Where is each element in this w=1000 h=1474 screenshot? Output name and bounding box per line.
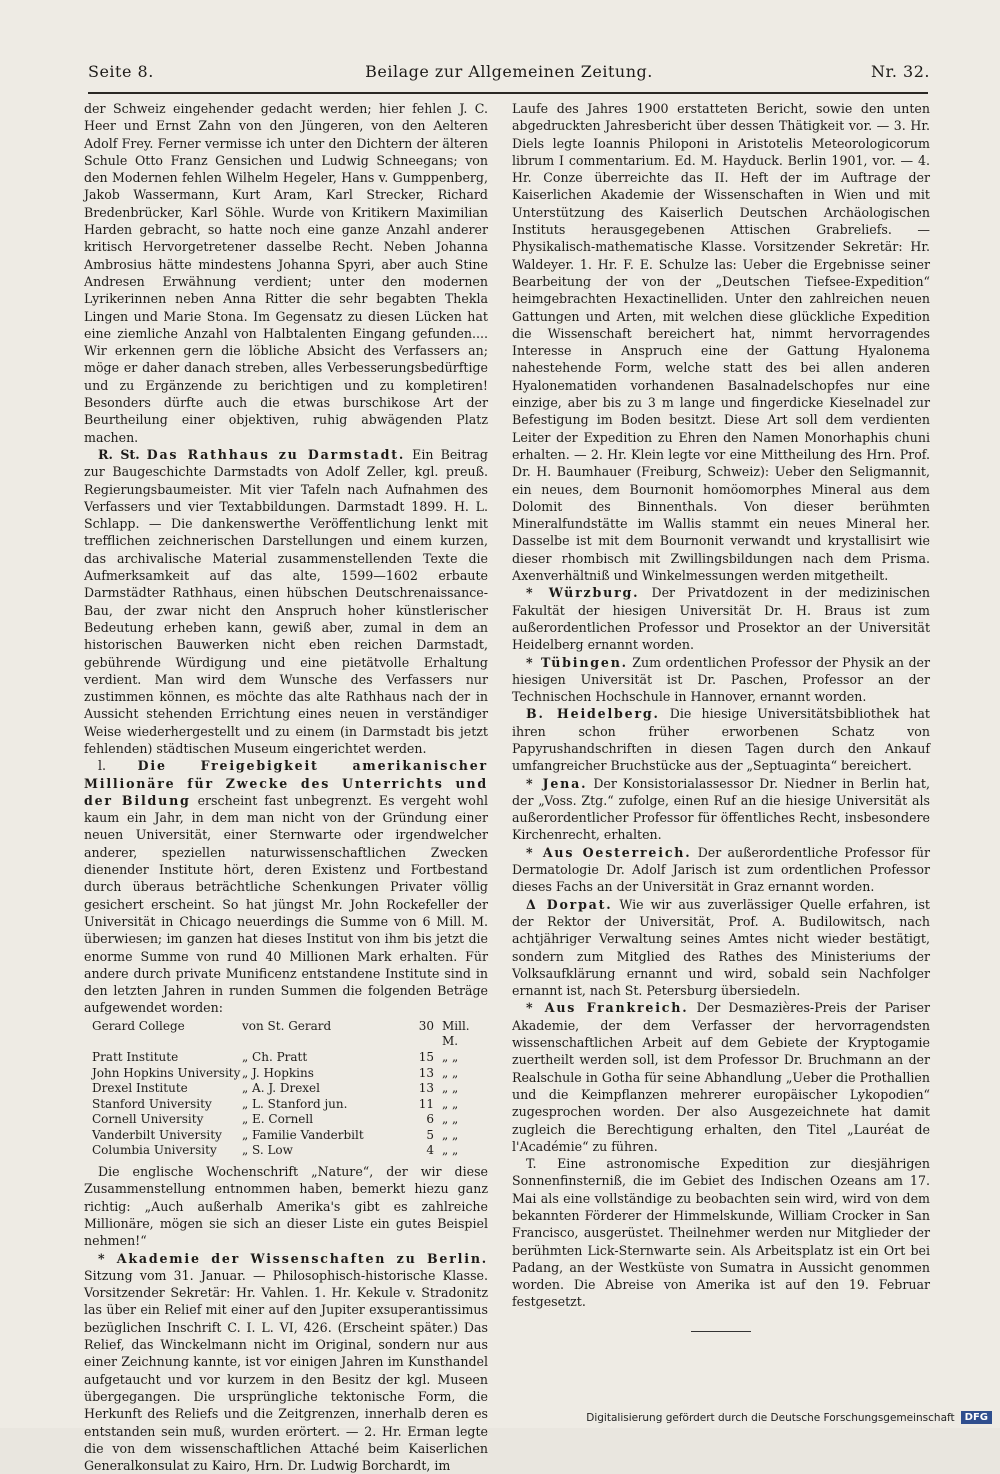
table-row [92, 1081, 488, 1097]
donor-cell: „ Ch. Pratt [242, 1049, 308, 1064]
table-row [92, 1019, 488, 1050]
news-heading: * Aus Oesterreich. [526, 844, 692, 860]
article-millionaires [84, 757, 488, 1016]
news-heading: * Tübingen. [526, 654, 628, 670]
amount-cell: 4 [426, 1143, 434, 1158]
header-rule [88, 92, 928, 94]
institution-cell: John Hopkins University [92, 1065, 241, 1080]
amount-cell: 5 [426, 1127, 434, 1142]
table-row [92, 1097, 488, 1113]
end-rule [691, 1331, 751, 1332]
unit-cell: „ „ [442, 1096, 459, 1111]
dfg-logo: DFG [961, 1411, 992, 1424]
news-heading: * Aus Frankreich. [526, 1000, 689, 1016]
news-dorpat [512, 896, 930, 1000]
donor-cell: „ E. Cornell [242, 1112, 314, 1127]
news-expedition [512, 1155, 930, 1311]
left-column [84, 100, 488, 1474]
donor-cell: „ J. Hopkins [242, 1065, 314, 1080]
article-heading: Die Freigebigkeit amerikanischer Millionäre für Zwecke des Unterrichts und der Bildung [84, 758, 488, 808]
news-frankreich [512, 999, 930, 1155]
unit-cell: „ „ [442, 1065, 459, 1080]
unit-cell: „ „ [442, 1112, 459, 1127]
unit-cell: „ „ [442, 1143, 459, 1158]
institution-cell: Pratt Institute [92, 1049, 179, 1064]
institution-cell: Gerard College [92, 1018, 185, 1033]
donor-cell: „ Familie Vanderbilt [242, 1127, 364, 1142]
article-continuation: der Schweiz eingehender gedacht werden; hier fehlen J. C. Heer und Ernst Zahn von den Jüngeren, von den Aelteren Adolf Frey. Ferner vermisse ich unter den Dichtern der älteren Schule Otto Franz Gensichen und Ludwig Schneegans; von den Modernen fehlen Wilhelm Hegeler, Hans v. Gumppenberg, Jakob Wassermann, Kurt Aram, Karl Strecker, Richard Bredenbrücker, Karl Söhle. Wurde von Kritikern Maximilian Harden gebracht, so hatte noch eine ganze Anzahl anderer kritisch Hervorgetretener dasselbe Recht. Neben Johanna Ambrosius hätte mindestens Johanna Spyri, aber auch Stine Andresen Erwähnung verdient; unter den modernen Lyrikerinnen neben Anna Ritter die sehr begabten Thekla Lingen und Marie Stona. Im Gegensatz zu diesen Lücken hat eine ziemliche Anzahl von Halbtalenten Eingang gefunden.... Wir erkennen gern die löbliche Absicht des Verfassers an; möge er daher danach streben, alles Verbesserungsbedürftige und zu Ergänzende zu berichtigen und zu kompletiren! Besonders dürfte auch die etwas burschikose Art der Beurtheilung einer objektiven, ruhig abwägenden Platz machen. [84, 101, 488, 445]
news-body: Die hiesige Universitätsbibliothek hat ihren schon früher erworbenen Schatz von Papyrushandschriften in diesen Tagen durch den Ankauf umfangreicher Bruchstücke aus der „Septuaginta“ bereichert. [512, 706, 930, 774]
page-number: Seite 8. [88, 62, 154, 81]
news-heading: B. Heidelberg. [526, 706, 660, 722]
table-row [92, 1050, 488, 1066]
donor-cell: „ A. J. Drexel [242, 1081, 320, 1096]
author-initials: l. [98, 758, 107, 774]
news-body: Der Konsistorialassessor Dr. Niedner in Berlin hat, der „Voss. Ztg.“ zufolge, einen Ruf an die hiesige Universität als außerordentlicher Professor für öffentliches Recht, insbesondere Kirchenrecht, erhalten. [512, 775, 930, 843]
publication-title: Beilage zur Allgemeinen Zeitung. [365, 62, 653, 81]
institution-cell: Cornell University [92, 1112, 204, 1127]
article-nature-quote: Die englische Wochenschrift „Nature“, der wir diese Zusammenstellung entnommen haben, bemerkt hiezu ganz richtig: „Auch außerhalb Amerika's gibt es zahlreiche Millionäre, mögen sie sich an dieser Liste ein gutes Beispiel nehmen!“ [84, 1164, 488, 1249]
institution-cell: Columbia University [92, 1143, 217, 1158]
unit-cell: „ „ [442, 1127, 459, 1142]
donor-cell: „ S. Low [242, 1143, 293, 1158]
article-body: Ein Beitrag zur Baugeschichte Darmstadts von Adolf Zeller, kgl. preuß. Regierungsbaumeister. Mit vier Tafeln nach Aufnahmen des Verfassers und vier Textabbildungen. Darmstadt 1899. H. L. Schlapp. — Die dankenswerthe Veröffentlichung lenkt mit trefflichen zeichnerischen Darstellungen und einem kurzen, das archivalische Material zusammenstellenden Texte die Aufmerksamkeit auf das alte, 1599—1602 erbaute Darmstädter Rathhaus, einen hübschen Deutschrenaissance-Bau, der zwar nicht den Anspruch hoher künstlerischer Bedeutung erheben kann, gewiß aber, zumal in dem an historischen Bauwerken nicht eben reichen Darmstadt, gebührende Würdigung und eine pietätvolle Erhaltung verdient. Man wird dem Wunsche des Verfassers nur zustimmen können, es möchte das alte Rathhaus nach der in Aussicht stehenden Errichtung eines neuen in verständiger Weise wiederhergestellt und zu einem (in Darmstadt bis jetzt fehlenden) städtischen Museum eingerichtet werden. [84, 446, 488, 756]
unit-cell: „ „ [442, 1081, 459, 1096]
right-column [512, 100, 930, 1332]
amount-cell: 13 [418, 1065, 434, 1080]
institution-cell: Drexel Institute [92, 1081, 188, 1096]
amount-cell: 11 [418, 1096, 434, 1111]
table-row [92, 1112, 488, 1128]
news-heading: * Würzburg. [526, 585, 640, 601]
donor-cell: „ L. Stanford jun. [242, 1096, 348, 1111]
donation-table [92, 1019, 488, 1159]
donor-cell: von St. Gerard [242, 1018, 332, 1033]
article-rathhaus [84, 446, 488, 757]
amount-cell: 15 [418, 1049, 434, 1064]
amount-cell: 13 [418, 1081, 434, 1096]
article-body: Sitzung vom 31. Januar. — Philosophisch-historische Klasse. Vorsitzender Sekretär: Hr. Vahlen. 1. Hr. Kekule v. Stradonitz las über ein Relief mit einer auf den Jupiter exsuperantissimus bezüglichen Inschrift C. I. L. VI, 426. (Erscheint später.) Das Relief, das Winckelmann nicht im Original, sondern nur aus einer Zeichnung kannte, ist vor einigen Jahren im Kunsthandel aufgetaucht und vor kurzem in den Besitz der kgl. Museen übergegangen. Die ursprüngliche tektonische Form, die Herkunft des Reliefs und die Zeitgrenzen, innerhalb deren es entstanden sein muß, wurden erörtert. — 2. Hr. Erman legte die von dem wissenschaftlichen Attaché beim Kaiserlichen Generalkonsulat zu Kairo, Hrn. Dr. Ludwig Borchardt, im [84, 1267, 488, 1474]
news-body: Zum ordentlichen Professor der Physik an der hiesigen Universität ist Dr. Paschen, Professor an der Technischen Hochschule in Hannover, ernannt worden. [512, 654, 930, 705]
news-body: Der außerordentliche Professor für Dermatologie Dr. Adolf Jarisch ist zum ordentlichen Professor dieses Fachs an der Universität in Graz ernannt worden. [512, 844, 930, 895]
book-title: Das Rathhaus zu Darmstadt. [146, 446, 406, 462]
news-heading: Δ Dorpat. [526, 896, 613, 912]
news-body: Der Privatdozent in der medizinischen Fakultät der hiesigen Universität Dr. H. Braus ist zum außerordentlichen Professor und Prosektor an der Universität Heidelberg ernannt worden. [512, 585, 930, 653]
article-heading: * Akademie der Wissenschaften zu Berlin. [98, 1250, 488, 1266]
page-header [88, 62, 930, 92]
news-body: Der Desmazières-Preis der Pariser Akademie, der dem Verfasser der hervorragendsten wissenschaftlichen Arbeit auf dem Gebiete der Kryptogamie zuertheilt werden soll, ist dem Professor Dr. Bruchmann an der Realschule in Gotha für seine Abhandlung „Ueber die Prothallien und die Keimpflanzen mehrerer europäischer Lykopodien“ zugesprochen worden. Der also Ausgezeichnete hat damit zugleich die Berechtigung erhalten, den Titel „Lauréat de l'Académie“ zu führen. [512, 1000, 930, 1154]
news-tuebingen [512, 654, 930, 706]
news-wuerzburg [512, 584, 930, 653]
unit-cell: Mill. M. [442, 1018, 470, 1049]
digitization-footer [586, 1411, 992, 1424]
news-body: Eine astronomische Expedition zur diesjährigen Sonnenfinsterniß, die im Gebiet des Indischen Ozeans am 17. Mai als eine vollständige zu beobachten sein wird, wird von dem bekannten Förderer der Himmelskunde, William Crocker in San Francisco, ausgerüstet. Theilnehmer werden nur Mitglieder der berühmten Lick-Sternwarte sein. Als Arbeitsplatz ist ein Ort bei Padang, an der Westküste von Sumatra in Aussicht genommen worden. Die Abreise von Amerika ist auf den 19. Februar festgesetzt. [512, 1156, 930, 1310]
amount-cell: 6 [426, 1112, 434, 1127]
news-jena [512, 775, 930, 844]
news-heidelberg [512, 705, 930, 774]
article-akademie [84, 1250, 488, 1474]
article-body: erscheint fast unbegrenzt. Es vergeht wohl kaum ein Jahr, in dem man nicht von der Gründung einer neuen Universität, einer Sternwarte oder irgendwelcher anderer, speziellen naturwissenschaftlichen Zwecken dienender Institute hört, deren Existenz und Fortbestand durch überaus beträchtliche Schenkungen Privater völlig gesichert erscheint. So hat jüngst Mr. John Rockefeller der Universität in Chicago neuerdings die Summe von 6 Mill. M. überwiesen; im ganzen hat dieses Institut von ihm bis jetzt die enorme Summe von rund 40 Millionen Mark erhalten. Für andere durch private Munificenz entstandene Institute sind in den letzten Jahren in runden Summen die folgenden Beträge aufgewendet worden: [84, 792, 488, 1016]
article-continuation: Laufe des Jahres 1900 erstatteten Bericht, sowie den unten abgedruckten Jahresbericht über dessen Thätigkeit vor. — 3. Hr. Diels legte Ioannis Philoponi in Aristotelis Meteorologicorum librum I commentarium. Ed. M. Hayduck. Berlin 1901, vor. — 4. Hr. Conze überreichte das II. Heft der im Auftrage der Kaiserlichen Akademie der Wissenschaften in Wien und mit Unterstützung des Kaiserlich Deutschen Archäologischen Instituts herausgegebenen Attischen Grabreliefs. — Physikalisch-mathematische Klasse. Vorsitzender Sekretär: Hr. Waldeyer. 1. Hr. F. E. Schulze las: Ueber die Ergebnisse seiner Bearbeitung der von der „Deutschen Tiefsee-Expedition“ heimgebrachten Hexactinelliden. Unter den zahlreichen neuen Gattungen und Arten, mit welchen diese glückliche Expedition die Wissenschaft bereichert hat, nimmt hervorragendes Interesse in Anspruch eine der Gattung Hyalonema nahestehende Form, welche statt des bei allen anderen Hyalonematiden vorhandenen Basalnadelschopfes nur eine einzige, aber bis zu 3 m lange und fingerdicke Kieselnadel zur Befestigung im Boden besitzt. Diese Art soll dem verdienten Leiter der Expedition zu Ehren den Namen Monorhaphis chuni erhalten. — 2. Hr. Klein legte vor eine Mittheilung des Hrn. Prof. Dr. H. Baumhauer (Freiburg, Schweiz): Ueber den Seligmannit, ein neues, dem Bournonit homöomorphes Mineral aus dem Dolomit des Binnenthals. Von dieser berühmten Mineralfundstätte im Wallis stammt ein neues Mineral her. Dasselbe ist mit dem Bournonit verwandt und krystallisirt wie dieser rhombisch mit Zwillingsbildungen nach dem Prisma. Axenverhältniß und Winkelmessungen werden mitgetheilt. [512, 101, 930, 584]
news-heading: * Jena. [526, 775, 588, 791]
footer-text: Digitalisierung gefördert durch die Deutsche Forschungsgemeinschaft [586, 1411, 955, 1424]
author-initials: R. St. [98, 446, 140, 462]
news-oesterreich [512, 844, 930, 896]
table-row [92, 1066, 488, 1082]
unit-cell: „ „ [442, 1049, 459, 1064]
table-row [92, 1128, 488, 1144]
institution-cell: Stanford University [92, 1096, 212, 1111]
author-initials: T. [526, 1156, 537, 1172]
amount-cell: 30 [418, 1018, 434, 1033]
issue-number: Nr. 32. [870, 62, 930, 81]
news-body: Wie wir aus zuverlässiger Quelle erfahren, ist der Rektor der Universität, Prof. A. Budilowitsch, nach achtjähriger Verwaltung seines Amtes nicht wieder bestätigt, sondern zum Mitglied des Rathes des Ministeriums der Volksaufklärung ernannt und wird, sobald sein Nachfolger ernannt ist, nach St. Petersburg übersiedeln. [512, 896, 930, 999]
table-row [92, 1143, 488, 1159]
institution-cell: Vanderbilt University [92, 1127, 222, 1142]
